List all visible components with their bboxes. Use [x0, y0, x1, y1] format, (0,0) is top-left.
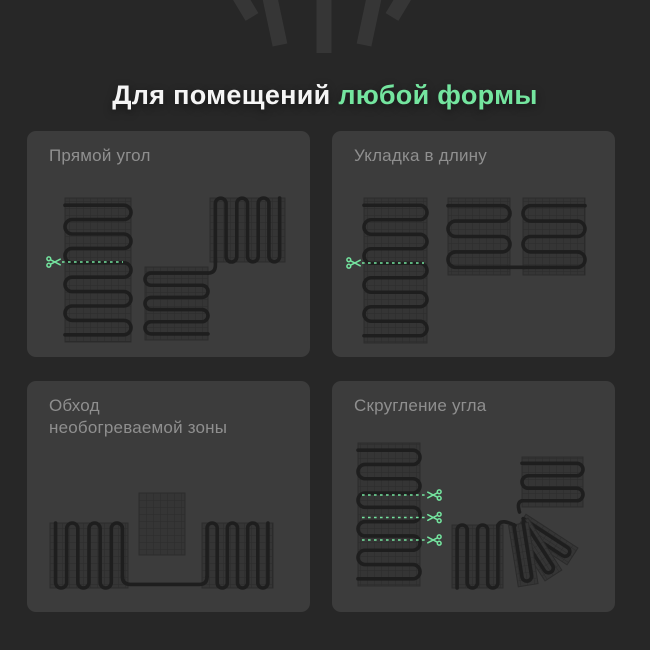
card-corner-rounding [332, 381, 615, 612]
mat-mesh [145, 267, 208, 340]
card-lengthwise [332, 131, 615, 357]
page-title [0, 80, 650, 111]
heating-cable [518, 501, 522, 512]
heating-cable [207, 523, 268, 588]
card-title-lengthwise: Укладка в длину [354, 146, 487, 165]
scissors-icon [428, 512, 441, 522]
heating-cable [122, 577, 207, 585]
cards-grid [27, 131, 615, 612]
scissors-icon [428, 535, 441, 545]
card-title-bypass-zone: Обход необогреваемой зоны [49, 396, 228, 438]
card-bypass-zone [27, 381, 310, 612]
card-title-corner-rounding: Скругление угла [354, 396, 487, 415]
card-title-right-angle: Прямой угол [49, 146, 151, 165]
heating-cable [56, 523, 123, 588]
scissors-icon [47, 257, 60, 267]
heating-cable [215, 198, 279, 262]
page-title-accent: любой формы [338, 80, 538, 110]
logo-rays-icon [0, 0, 650, 62]
scissors-icon [428, 490, 441, 500]
page-title-text: Для помещений [112, 80, 331, 110]
card-right-angle [27, 131, 310, 357]
scissors-icon [347, 258, 360, 268]
mat-mesh [139, 493, 185, 555]
